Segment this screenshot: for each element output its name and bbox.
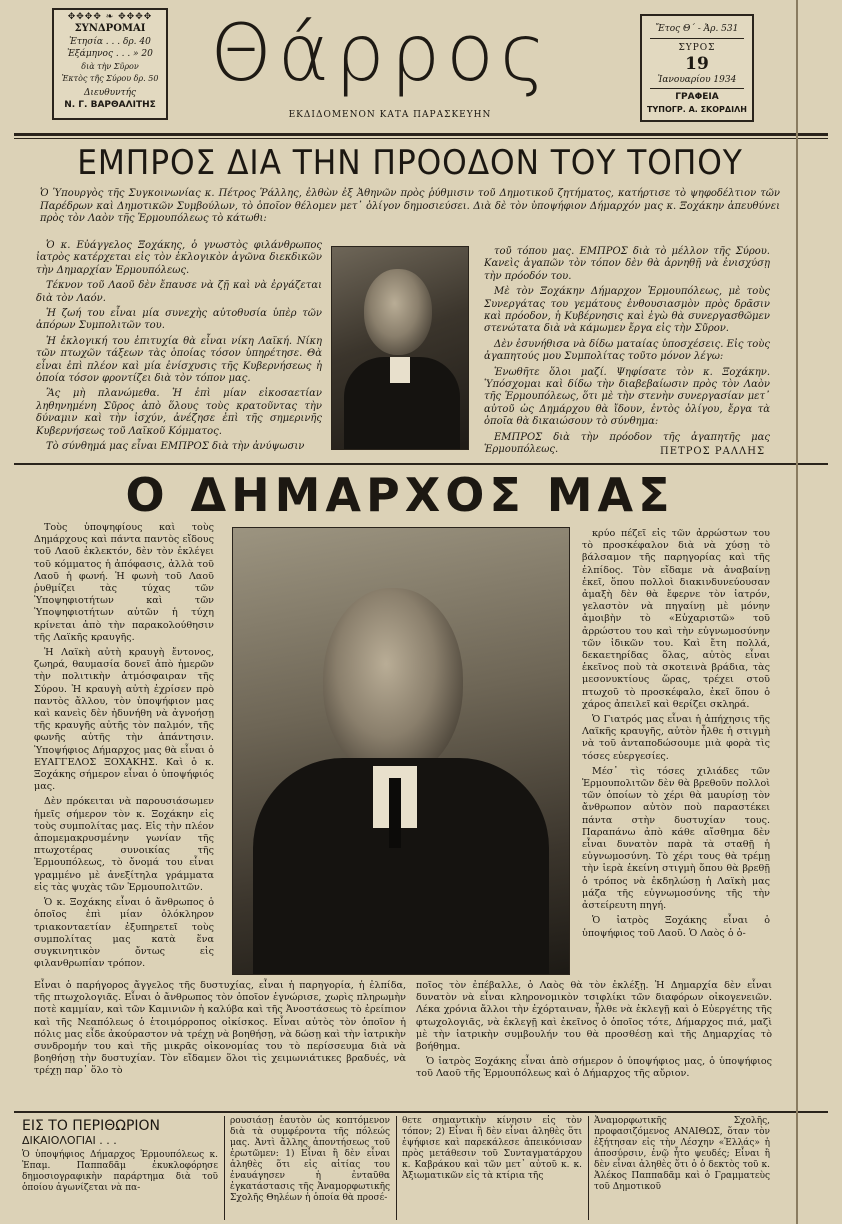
article2-bottom-left	[34, 980, 406, 1081]
article2-bottom-right	[416, 980, 772, 1084]
subscriptions-box	[52, 8, 168, 120]
offices-name: ΤΥΠΟΓΡ. Α. ΣΚΟΡΔΙΛΗ	[647, 105, 747, 114]
paragraph: Τέκνον τοῦ Λαοῦ δὲν ἔπαυσε νὰ ζῇ καὶ νὰ ἐργάζεται διὰ τὸν Λαόν.	[36, 280, 322, 304]
issue-day: 19	[685, 54, 709, 74]
minister-photo	[331, 246, 469, 450]
paragraph: Μὲ τὸν Ξοχάκην Δήμαρχον Ἑρμουπόλεως, μὲ τοὺς Συνεργάτας του γεμάτους ἐνθουσιασμὸν πρὸς δρᾶσιν καὶ πρόοδον, ἡ Κυβέρνησις καὶ ἐγὼ θὰ συνεργασθῶμεν στενώτατα διὰ νὰ κάμωμεν ἔργα εἰς τὴν Σῦρον.	[484, 286, 770, 335]
paragraph: Ἑνωθῆτε ὅλοι μαζί. Ψηφίσατε τὸν κ. Ξοχάκην. Ὑπόσχομαι καὶ δίδω τὴν διαβεβαίωσιν πρὸς τὸν Λαὸν τῆς Ἑρμουπόλεως, ὅτι μὲ τὴν στενὴν συνεργασίαν μετ᾽ αὐτοῦ ὡς Δημάρχου θὰ ἴδουν, ἐντὸς ὀλίγου, ἔργα τὰ ὁποῖα θὰ δικαιώσουν τὸ σύνθημα:	[484, 366, 770, 428]
paragraph: Δὲν πρόκειται νὰ παρουσιάσωμεν ἡμεῖς σήμερον τὸν κ. Ξοχάκην εἰς τοὺς συμπολίτας μας. Εἰς τὴν πλέον ἀπομεμακρυσμένην γωνίαν τῆς πτωχοτέρας συνοικίας τῆς Ἑρμουπόλεως, τὸ ὄνομά του εἶναι γραμμένο μὲ ἀνεξίτηλα γράμματα εἰς τὰς ψυχὰς τῶν Ἑρμουπολιτῶν.	[34, 796, 214, 893]
page-edge	[796, 0, 798, 1224]
paragraph: ποῖος τὸν ἐπέβαλλε, ὁ Λαὸς θὰ τὸν ἐκλέξῃ. Ἡ Δημαρχία δὲν εἶναι δυνατὸν νὰ εἶναι κληρονομικὸν τσιφλίκι τῶν διαφόρων οἰκογενειῶν. Λέκα χρόνια ἄλλοι τὴν ἐχόρταιναν, ἦλθε νὰ ἐκλεγῇ καὶ ὁ Εὐεργέτης τῆς φτωχολογιᾶς, νὰ ἐκλεγῇ καὶ ἐκεῖνος ὁ ὁποῖος τότε, Δήμαρχος πιά, μαζὶ μὲ τὴν ἰατρικὴν συμβουλήν του θὰ προσθέσῃ καὶ τῆς Δημαρχίας τὸ βοήθημα.	[416, 980, 772, 1053]
paragraph: τοῦ τόπου μας. ΕΜΠΡΟΣ διὰ τὸ μέλλον τῆς Σύρου. Κανεὶς ἀγαπῶν τὸν τόπον δὲν θὰ ἀρνηθῇ νὰ ἐνισχύσῃ τὴν πρόοδόν του.	[484, 246, 770, 282]
paragraph: Ὁ Γιατρός μας εἶναι ἡ ἀπήχησις τῆς Λαϊκῆς κραυγῆς, αὐτὸν ἦλθε ἡ στιγμὴ νὰ τοῦ ἀνταποδώσουμε μιὰ φορὰ τὶς τόσες εὐεργεσίες.	[582, 714, 770, 762]
section-rule	[14, 463, 828, 465]
paragraph: Ἂς μὴ πλανώμεθα. Ἡ ἐπὶ μίαν εἰκοσαετίαν ληθηνημένη Σῦρος ἀπὸ ὅλους τοὺς κρατοῦντας τὴν δύναμιν καὶ τὴν ἰσχύν, ἀνέζησε ἐπὶ τῆς σημερινῆς Κυβερνήσεως τοῦ Λαϊκοῦ Κόμματος.	[36, 388, 322, 437]
masthead-rule-thin	[14, 138, 828, 139]
article2-right-column	[582, 528, 770, 943]
mayor-photo	[232, 527, 570, 975]
periphery-title: ΕΙΣ ΤΟ ΠΕΡΙΘΩΡΙΟΝ	[22, 1118, 161, 1134]
director-label: Διευθυντής	[83, 88, 137, 98]
periphery-subtitle: ΔΙΚΑΙΟΛΟΓΙΑΙ . . .	[22, 1134, 117, 1147]
masthead-rule	[14, 133, 828, 136]
subscription-line: Ἐξάμηνος . . . » 20	[67, 49, 153, 59]
paragraph: Τὸ σύνθημά μας εἶναι ΕΜΠΡΟΣ διὰ τὴν ἀνύψωσιν	[46, 441, 305, 453]
subscription-line: Ἐτησία . . . δρ. 40	[69, 37, 151, 47]
issue-date: Ἰανουαρίου 1934	[657, 75, 737, 85]
mayor-tie	[389, 778, 401, 848]
subscription-line: διὰ τὴν Σῦρον	[81, 62, 139, 71]
periphery-col4: Ἀναμορφωτικῆς Σχολῆς, προφασιζόμενος ΑΝΑΙΘΩΣ, ὅταν τὸν ἐξήτησαν εἰς τὴν Λέσχην «Ἑλλάς» ἡ ἀποσύρσιν, ἐνῷ ἦτο ψευδές; Εἶναι ἢ δὲν εἶναι ἀληθὲς ὅτι ὁ ὁ δεκτὸς τοῦ κ. Ἀλέκος Παππαδᾶμ καὶ ὁ Γραμματεὺς τοῦ Δημοτικοῦ	[594, 1116, 770, 1192]
paragraph: Ἡ ἐκλογική του ἐπιτυχία θὰ εἶναι νίκη Λαϊκή. Νίκη τῶν πτωχῶν τάξεων τὰς ὁποίας τόσον ὑπηρέτησε. Θὰ εἶναι ἐπὶ πλέον καὶ μία ἐνίσχυσις τῆς Κυβερνήσεως ἡ ὁποία τόσον φροντίζει διὰ τὸν τόπον μας.	[36, 335, 322, 385]
periphery-col1: Ὁ ὑποψήφιος Δήμαρχος Ἑρμουπόλεως κ. Ἐπαμ. Παππαδᾶμ ἐκυκλοφόρησε δημοσιογραφικὴν παράρτημα διὰ τοῦ ὁποίου ἀγωνίζεται νὰ πα-	[22, 1150, 218, 1193]
minister-face	[364, 269, 432, 355]
paragraph: Ὁ ἰατρὸς Ξοχάκης εἶναι ὁ ὑποψήφιος τοῦ Λαοῦ. Ὁ Λαὸς ὁ ὁ-	[582, 915, 770, 939]
article1-left-column	[36, 240, 322, 457]
article1-signature: ΠΕΤΡΟΣ ΡΑΛΛΗΣ	[660, 446, 766, 457]
paragraph: Ὁ ἰατρὸς Ξοχάκης εἶναι ἀπὸ σήμερον ὁ ὑποψήφιος μας, ὁ ὑποψήφιος τοῦ Λαοῦ τῆς Ἑρμουπόλεως καὶ ὁ Δήμαρχος τῆς αὔριον.	[416, 1056, 772, 1080]
divider	[650, 38, 744, 39]
paragraph: Εἶναι ὁ παρήγορος ἄγγελος τῆς δυστυχίας, εἶναι ἡ παρηγορία, ἡ ἐλπίδα, τῆς πτωχολογιᾶς. Εἶναι ὁ ἄνθρωπος τὸν ὁποῖον ἐγνώρισε, χωρὶς πληρωμὴν ποτὲ καμμίαν, καὶ τῶν Καμινιῶν ἡ καλύβα καὶ τῆς Ἀνοστάσεως τὸ ἐρείπιον καὶ τῆς Νεαπόλεως ὁ ἑτοιμόρροπος οἰκίσκος. Εἶναι αὐτὸς τὸν ὁποῖον ἡ πόλις μας εἶδε ἀκούραστον νὰ τρέχῃ νὰ βοηθήσῃ, νὰ δώσῃ καὶ τὴν ἰατρικὴν συνδρομήν του καὶ τῆς μικρᾶς οἰκονομίας του τὸ περίσσευμα διὰ νὰ βοηθήσῃ τὴν δυστυχίαν. Τὸν εἴδαμεν ὅλοι τὶς χειμωνιάτικες βραδυές, νὰ τρέχῃ παρ᾽ ὅλο τὸ	[34, 980, 406, 1077]
paragraph: Δὲν ἐσυνήθισα νὰ δίδω ματαίας ὑποσχέσεις. Εἰς τοὺς ἀγαπητούς μου Συμπολίτας τοῦτο μόνον λέγω:	[484, 338, 770, 363]
section-rule	[14, 1111, 828, 1113]
divider	[650, 88, 744, 89]
periphery-col2: ρουσιάσῃ ἑαυτὸν ὡς κοπτόμενον διὰ τὰ συμφέροντα τῆς πόλεώς μας. Ἀντὶ ἄλλης ἀποντήσεως τοῦ ἐρωτῶμεν: 1) Εἶναι ἢ δὲν εἶναι ἀληθὲς ὅτι εἰς αἰτίας του ἐναυάγησεν ἡ ἐνταῦθα ἐγκατάστασις τῆς Ἀναμορφωτικῆς Σχολῆς Θηλέων ἡ ὁποία θὰ προσέ-	[230, 1116, 390, 1203]
article1-lead: Ὁ Ὑπουργὸς τῆς Συγκοινωνίας κ. Πέτρος Ῥάλλης, ἐλθὼν ἐξ Ἀθηνῶν πρὸς ῥύθμισιν τοῦ Δημοτικοῦ ζητήματος, κατήρτισε τὸ ψηφοδέλτιον τῶν Παρέδρων καὶ Δημοτικῶν Συμβούλων, τὸ ὁποῖον θέλομεν μετ᾽ ὀλίγον δημοσιεύσει. Διὰ δὲ τὸν ὑποψήφιον Δήμαρχόν μας κ. Ξοχάκην ἀπευθύνει πρὸς τὸν Λαὸν τῆς Ἑρμουπόλεως τὸ κάτωθι:	[40, 188, 780, 224]
column-rule	[224, 1116, 225, 1220]
masthead-subtitle: ΕΚΔΙΔΟΜΕΝΟΝ ΚΑΤΑ ΠΑΡΑΣΚΕΥΗΝ	[288, 110, 492, 120]
paragraph: Ἡ ζωή του εἶναι μία συνεχὴς αὐτοθυσία ὑπὲρ τῶν ἀπόρων Συμπολιτῶν του.	[36, 308, 322, 332]
paragraph: Ὁ κ. Ξοχάκης εἶναι ὁ ἄνθρωπος ὁ ὁποῖος ἐπὶ μίαν ὁλόκληρον τριακονταετίαν ἐξυπηρετεῖ τοὺς συμπολίτας μας κατὰ ἕνα συγκινητικὸν ὄντως εἰς φιλανθρωπίαν τρόπον.	[34, 897, 214, 970]
issue-number: Ἔτος Θ΄ - Ἀρ. 531	[655, 24, 739, 34]
paragraph: Τοὺς ὑποψηφίους καὶ τοὺς Δημάρχους καὶ πάντα παντὸς εἴδους τοῦ Λαοῦ ἐκλεκτόν, δὲν τὸν ἐκλέγει τοῦ κόμματος ἡ ἀπόφασις, ἀλλὰ τοῦ Λαοῦ ἡ φωνή. Ἡ φωνὴ τοῦ Λαοῦ ῥυθμίζει τὰς τύχας τῶν Ὑποψηφιοτήτων καὶ τῶν Ὑποψηφιοτήτων αὐτῶν ἡ τύχη κρίνεται ἀπὸ τὴν παρακολούθησιν τῆς Λαϊκῆς κραυγῆς.	[34, 522, 214, 643]
column-rule	[396, 1116, 397, 1220]
paragraph: ΕΜΠΡΟΣ διὰ τὴν πρόοδον τῆς ἀγαπητῆς μας Ἑρμουπόλεως.	[484, 431, 770, 456]
offices-label: ΓΡΑΦΕΙΑ	[675, 92, 719, 102]
director-name: Ν. Γ. ΒΑΡΘΑΛΙΤΗΣ	[64, 100, 156, 110]
article1-right-column	[484, 246, 770, 460]
article1-headline: ΕΜΠΡΟΣ ΔΙΑ ΤΗΝ ΠΡΟΟΔΟΝ ΤΟΥ ΤΟΠΟΥ	[77, 143, 743, 183]
article2-headline: Ο ΔΗΜΑΡΧΟΣ ΜΑΣ	[125, 468, 675, 522]
issue-box	[640, 14, 754, 122]
column-rule	[588, 1116, 589, 1220]
issue-place: ΣΥΡΟΣ	[678, 43, 716, 53]
periphery-col3: θετε σημαντικὴν κίνησιν εἰς τὸν τόπον; 2) Εἶναι ἢ δὲν εἶναι ἀληθὲς ὅτι ἐψήφισε καὶ παρεκάλεσε ἀπεικόνισαν πρὸς μετάθεσιν τοῦ Συνταγματάρχου κ. Καβράκου καὶ τῶν μετ᾽ αὐτοῦ κ. κ. Ἀξιωματικῶν εἰς τὰ κτίρια τῆς	[402, 1116, 582, 1181]
subscription-line: Ἐκτὸς τῆς Σύρου δρ. 50	[61, 74, 159, 83]
article2-left-column	[34, 522, 214, 973]
mayor-face	[323, 588, 463, 778]
paragraph: Μέσ᾽ τὶς τόσες χιλιάδες τῶν Ἑρμουπολιτῶν δὲν θὰ βρεθοῦν πολλοὶ τῶν ὁποίων τὸ χέρι θὰ μαυρίσῃ τὸν ἄνθρωπον αὐτὸν ποὺ παραστέκει πάντα στὴν δυστυχίαν τους. Παραπάνω ἀπὸ κάθε αἴσθημα δὲν εἶναι δυνατὸν παρὰ τὰ σταθῇ ἡ εὐγνωμοσύνη. Τὸ χέρι τους θὰ τρέμῃ τὴν ἱερὰ ἐκείνη στιγμὴ ὅπου θὰ βρεθῇ ὁ τρόπος νὰ ἐκδηλώσῃ ἡ Λαϊκὴ μας μάζα τῆς εὐγνωμοσύνης τῆς τὴν ἀστείρευτη πηγή.	[582, 765, 770, 912]
minister-collar	[390, 357, 410, 383]
paragraph: κρύο πέζεῖ εἰς τῶν ἀρρώστων του τὸ προσκέφαλον διὰ νὰ χύσῃ τὸ βάλσαμον τῆς παρηγορίας καὶ τῆς ἐλπίδος. Τὸν εἴδαμε νὰ ἀναβαίνῃ ἐκεῖ, ὅπου πολλοὶ διακινδυνεύουσαν ἀμαξὴ δὲν θὰ ἔφερνε τὸν ἰατρόν, γελαστὸν νὰ πηγαίνῃ μὲ μόνην ἀμοιβὴν τὸ «Εὐχαριστῶ» τοῦ ἀρρώστου του καὶ τὴν εὐγνωμοσύνην τῶν ἰδικῶν του. Καὶ ἔτη πολλά, δεκαετηρίδας ὅλας, αὐτὸς εἶναι ἐκεῖνος ποὺ τὰ σκοτεινὰ βράδια, τὰς μεσονυκτίους ὥρας, τρέχει στοῦ πτωχοῦ τὸ προσκέφαλο, ἐκεῖ ὅπου ὁ χάρος ἀπειλεῖ καὶ θερίζει σκληρά.	[582, 528, 770, 710]
masthead-title: Θάρρος	[210, 9, 552, 99]
subscriptions-heading: ΣΥΝΔΡΟΜΑΙ	[74, 23, 146, 34]
ornament-top: ✥✥✥✥ ❧ ✥✥✥✥	[67, 12, 153, 22]
paragraph: Ἡ Λαϊκὴ αὐτὴ κραυγὴ ἔντονος, ζωηρά, θαυμασία δονεῖ ἀπὸ ἡμερῶν τὴν πολιτικὴν ἀτμόσφαιραν τῆς Σύρου. Ἡ κραυγὴ αὐτὴ ἐχρίσεν πρὸ παντὸς ἄλλου, τὸν ὑποψήφιον μας καὶ κανεὶς δὲν ἠδυνήθη νὰ ἀγνοήσῃ τῆς κραυγῆς αὐτῆς τὸν παλμόν, τῆς φωνῆς αὐτῆς τὴν ἀπάντησιν. Ὑποψήφιος Δήμαρχος μας θὰ εἶναι ὁ ΕΥΑΓΓΕΛΟΣ ΞΟΧΑΚΗΣ. Καὶ ὁ κ. Ξοχάκης σήμερον εἶναι ὁ ὑποψήφιός μας.	[34, 647, 214, 793]
paragraph: Ὁ κ. Εὐάγγελος Ξοχάκης, ὁ γνωστὸς φιλάνθρωπος ἰατρὸς κατέρχεται εἰς τὸν ἐκλογικὸν ἀγῶνα διεκδικῶν τὴν Δημαρχίαν Ἑρμουπόλεως.	[36, 240, 322, 276]
